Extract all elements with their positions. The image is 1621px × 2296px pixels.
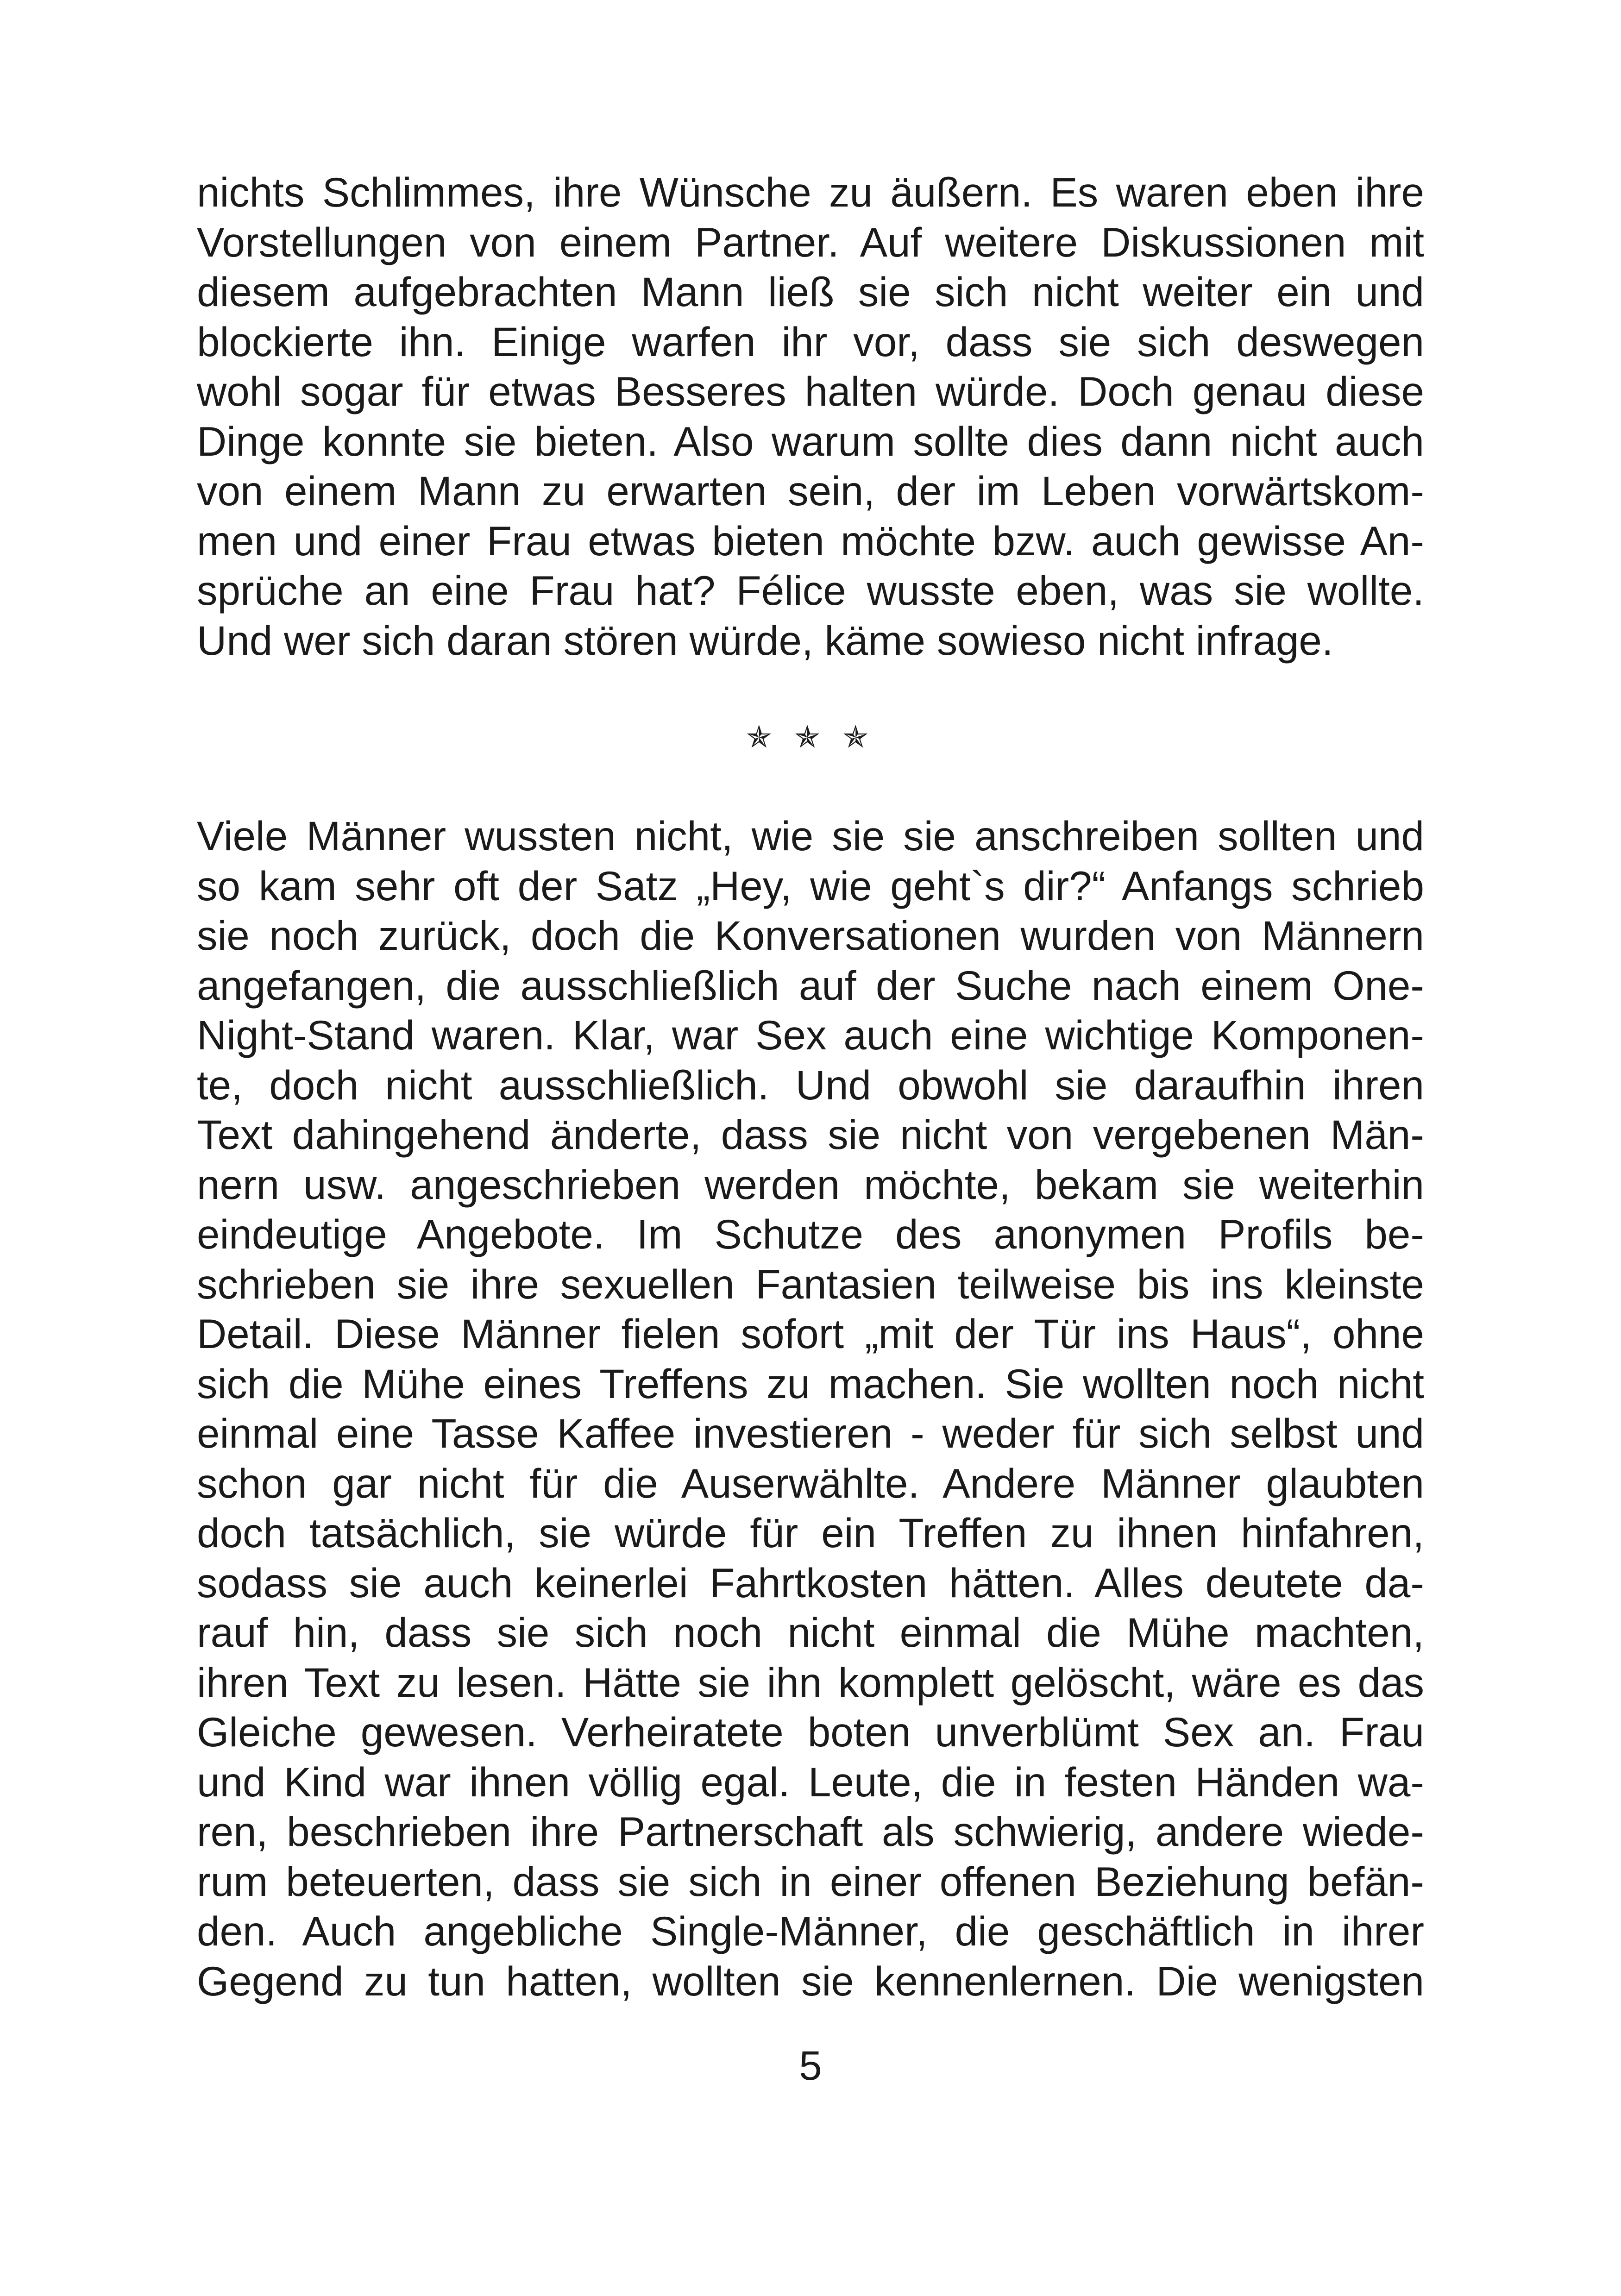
- text-line: sprüche an eine Frau hat? Félice wusste eben, was sie wollte.: [197, 567, 1424, 614]
- text-line: sie noch zurück, doch die Konversationen wurden von Männern: [197, 912, 1424, 959]
- text-line: Text dahingehend änderte, dass sie nicht von vergebenen Män-: [197, 1111, 1424, 1158]
- text-line: Dinge konnte sie bieten. Also warum sollte dies dann nicht auch: [197, 418, 1424, 464]
- text-line: wohl sogar für etwas Besseres halten würde. Doch genau diese: [197, 368, 1424, 414]
- page-number: 5: [799, 2042, 822, 2089]
- text-line: Night-Stand waren. Klar, war Sex auch eine wichtige Komponen-: [197, 1012, 1424, 1058]
- text-line: sodass sie auch keinerlei Fahrtkosten hätten. Alles deutete da-: [197, 1559, 1424, 1606]
- text-line: Viele Männer wussten nicht, wie sie sie anschreiben sollten und: [197, 813, 1424, 859]
- text-line: diesem aufgebrachten Mann ließ sie sich nicht weiter ein und: [197, 269, 1424, 315]
- paragraph-1: [197, 168, 1424, 665]
- text-line: Gleiche gewesen. Verheiratete boten unverblümt Sex an. Frau: [197, 1709, 1424, 1755]
- text-line: ren, beschrieben ihre Partnerschaft als schwierig, andere wiede-: [197, 1808, 1424, 1855]
- text-line: Und wer sich daran stören würde, käme sowieso nicht infrage.: [197, 617, 1333, 664]
- text-line: doch tatsächlich, sie würde für ein Treffen zu ihnen hinfahren,: [197, 1510, 1424, 1556]
- text-line: von einem Mann zu erwarten sein, der im Leben vorwärtskom-: [197, 468, 1424, 514]
- text-line: einmal eine Tasse Kaffee investieren - weder für sich selbst und: [197, 1410, 1424, 1456]
- text-line: Detail. Diese Männer fielen sofort „mit der Tür ins Haus“, ohne: [197, 1311, 1424, 1357]
- text-line: den. Auch angebliche Single-Männer, die geschäftlich in ihrer: [197, 1908, 1424, 1954]
- text-line: te, doch nicht ausschließlich. Und obwohl sie daraufhin ihren: [197, 1061, 1424, 1108]
- text-line: rum beteuerten, dass sie sich in einer offenen Beziehung befän-: [197, 1858, 1424, 1905]
- section-separator-stars: ✯ ✯ ✯: [746, 719, 875, 755]
- text-line: eindeutige Angebote. Im Schutze des anonymen Profils be-: [197, 1211, 1424, 1257]
- paragraph-2: [197, 811, 1424, 2006]
- text-line: nichts Schlimmes, ihre Wünsche zu äußern. Es waren eben ihre: [197, 169, 1424, 215]
- text-line: sich die Mühe eines Treffens zu machen. Sie wollten noch nicht: [197, 1360, 1424, 1407]
- text-line: ihren Text zu lesen. Hätte sie ihn komplett gelöscht, wäre es das: [197, 1659, 1424, 1706]
- text-line: blockierte ihn. Einige warfen ihr vor, dass sie sich deswegen: [197, 318, 1424, 365]
- text-line: angefangen, die ausschließlich auf der Suche nach einem One-: [197, 962, 1424, 1009]
- text-line: und Kind war ihnen völlig egal. Leute, die in festen Händen wa-: [197, 1758, 1424, 1805]
- text-line: nern usw. angeschrieben werden möchte, bekam sie weiterhin: [197, 1161, 1424, 1208]
- text-line: so kam sehr oft der Satz „Hey, wie geht`s dir?“ Anfangs schrieb: [197, 862, 1424, 909]
- text-line: Vorstellungen von einem Partner. Auf weitere Diskussionen mit: [197, 219, 1424, 265]
- text-line: schon gar nicht für die Auserwählte. Andere Männer glaubten: [197, 1460, 1424, 1506]
- text-line: schrieben sie ihre sexuellen Fantasien teilweise bis ins kleinste: [197, 1261, 1424, 1307]
- text-line: Gegend zu tun hatten, wollten sie kennenlernen. Die wenigsten: [197, 1957, 1424, 2004]
- text-line: men und einer Frau etwas bieten möchte bzw. auch gewisse An-: [197, 517, 1424, 564]
- text-line: rauf hin, dass sie sich noch nicht einmal die Mühe machten,: [197, 1609, 1424, 1656]
